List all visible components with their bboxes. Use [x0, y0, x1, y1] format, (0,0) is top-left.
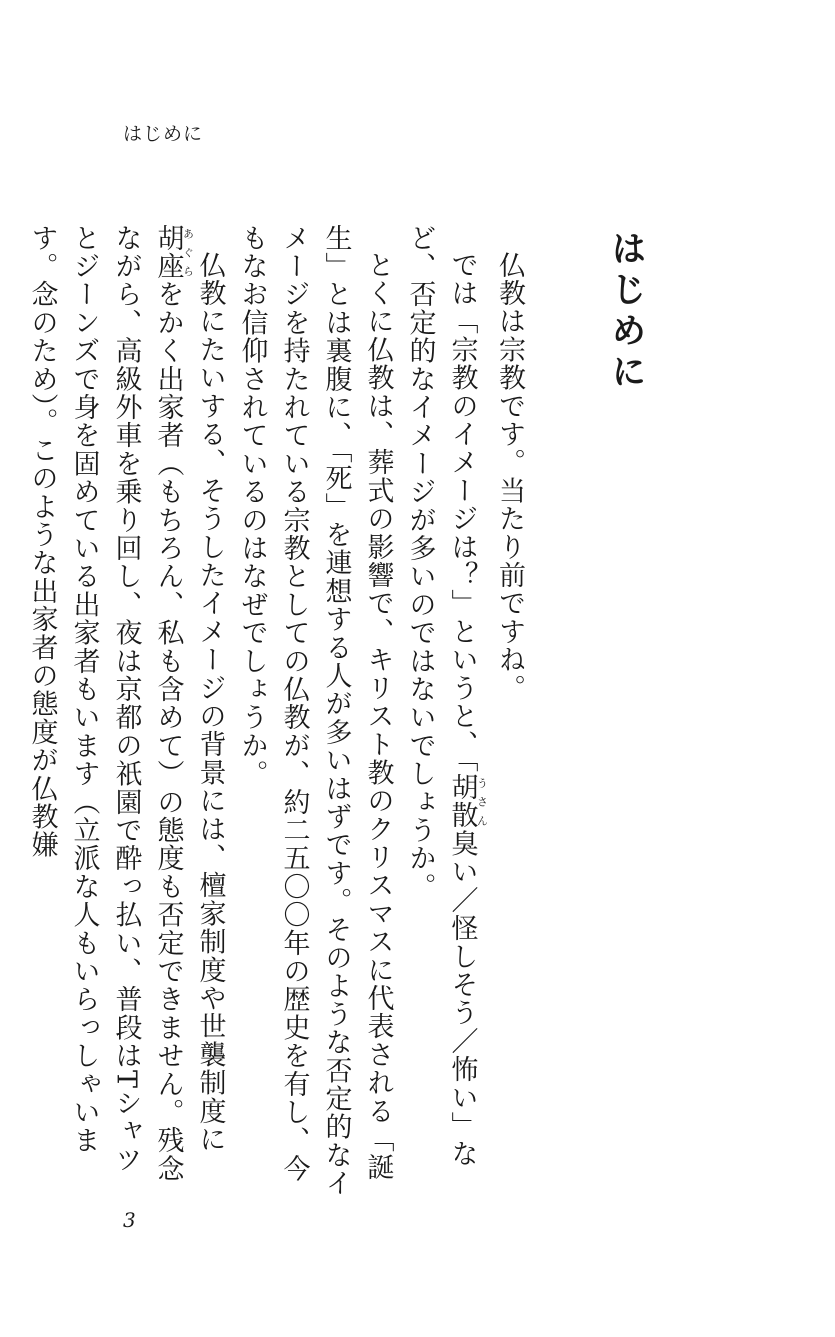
ruby-agura-reading: あぐら — [181, 224, 195, 281]
ruby-agura-base: 胡座 — [152, 224, 184, 281]
paragraph-2 — [399, 224, 489, 1199]
page-number: 3 — [123, 1208, 136, 1232]
paragraph-2-tail: 臭い／怪しそう／怖い」など、否定的なイメージが多いのではないでしょうか。 — [404, 224, 478, 1169]
ruby-usan-reading: うさん — [475, 773, 489, 830]
running-head: はじめに — [123, 123, 204, 145]
ruby-usan — [446, 773, 489, 830]
paragraph-2-head: では「宗教のイメージは？」というと、「 — [446, 251, 478, 774]
paragraph-4 — [21, 224, 231, 1199]
paragraph-1: 仏教は宗教です。当たり前ですね。 — [494, 251, 525, 703]
chapter-title: はじめに — [606, 230, 646, 394]
ruby-usan-base: 胡散 — [446, 773, 478, 830]
paragraph-4-head: 仏教にたいする、そうしたイメージの背景には、檀家制度や世襲制度に — [194, 251, 226, 1154]
paragraph-4-tail: をかく出家者（もちろん、私も含めて）の態度も否定できません。残念ながら、高級外車を乗り回し、夜は京都の祇園で酔っ払い、普段はTシャツとジーンズで身を固めている出家者もいます（立派な人もいらっしゃいます。念のため）。このような出家者の態度が仏教嫌 — [26, 224, 184, 1183]
body-text — [26, 224, 530, 1199]
ruby-agura — [152, 224, 195, 281]
paragraph-3: とくに仏教は、葬式の影響で、キリスト教のクリスマスに代表される「誕生」とは裏腹に、「死」を連想する人が多いはずです。そのような否定的なイメージを持たれている宗教としての仏教が、約二五〇〇年の歴史を有し、今もなお信仰されているのはなぜでしょうか。 — [236, 224, 394, 1198]
